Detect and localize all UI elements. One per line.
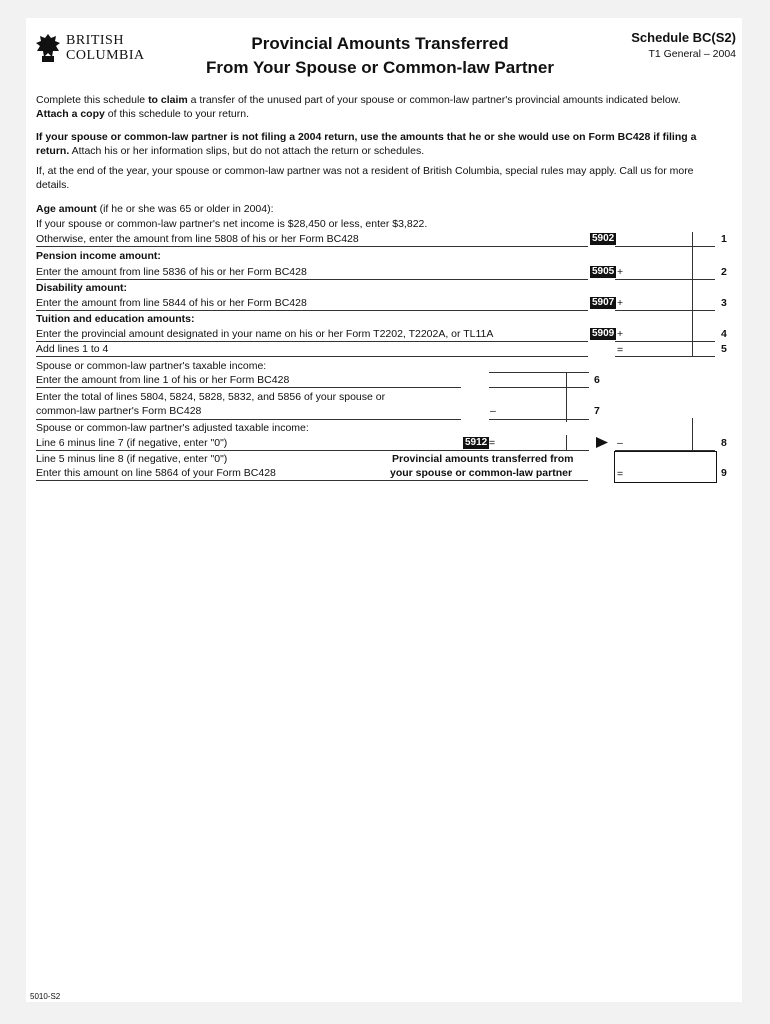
divider (36, 387, 461, 388)
amount-field-line-7[interactable] (489, 419, 589, 420)
form-number: 5010-S2 (30, 992, 61, 1001)
cents-divider (692, 310, 693, 341)
add-lines-label: Add lines 1 to 4 (36, 343, 109, 355)
line-code-5905: 5905 (592, 266, 615, 277)
spouse-income-heading: Spouse or common-law partner's taxable income: (36, 360, 267, 372)
schedule-label: Schedule BC(S2) (631, 30, 736, 45)
line9-result-label-2: your spouse or common-law partner (390, 467, 573, 479)
line-code-5912: 5912 (465, 437, 488, 448)
line9-instruction: Line 5 minus line 8 (if negative, enter "0") (36, 453, 228, 465)
line-number-2: 2 (721, 266, 727, 278)
spouse-income-instruction: Enter the amount from line 1 of his or her Form BC428 (36, 374, 290, 386)
intro-paragraph-2 (36, 130, 716, 158)
amount-field-line-8a[interactable] (489, 450, 589, 451)
line-number-7: 7 (594, 405, 600, 417)
cents-divider (566, 372, 567, 422)
page-title-line2: From Your Spouse or Common-law Partner (206, 58, 554, 77)
divider (36, 341, 588, 342)
amount-field-line-3[interactable] (615, 310, 715, 311)
cents-divider (692, 246, 693, 279)
equals-sign: = (489, 437, 496, 449)
plus-sign: + (617, 266, 624, 278)
divider (36, 310, 588, 311)
line-number-5: 5 (721, 343, 727, 355)
pension-heading: Pension income amount: (36, 250, 161, 262)
line-number-6: 6 (594, 374, 600, 386)
adjusted-income-instruction: Line 6 minus line 7 (if negative, enter "0") (36, 437, 228, 449)
line-number-3: 3 (721, 297, 727, 309)
divider (36, 246, 588, 247)
field-top-line (489, 372, 589, 373)
equals-sign: = (617, 468, 624, 480)
schedule-subtitle: T1 General – 2004 (648, 48, 736, 60)
intro-emphasis: If your spouse or common-law partner is not filing a 2004 return, use the amounts that he or she would use on Form BC428 if filing a return. (36, 131, 697, 157)
amount-field-line-1[interactable] (615, 246, 715, 247)
cents-divider (566, 435, 567, 450)
age-amount-note: (if he or she was 65 or older in 2004): (96, 203, 274, 215)
intro-paragraph-1 (36, 93, 716, 121)
page-title-line1: Provincial Amounts Transferred (251, 34, 509, 53)
cents-divider (692, 232, 693, 246)
age-amount-instruction: If your spouse or common-law partner's net income is $28,450 or less, enter $3,822. (36, 218, 428, 230)
disability-heading: Disability amount: (36, 282, 128, 294)
disability-instruction: Enter the amount from line 5844 of his or her Form BC428 (36, 297, 307, 309)
minus-sign: – (617, 437, 623, 449)
minus-sign: – (490, 405, 496, 417)
divider (36, 279, 588, 280)
cents-divider (692, 341, 693, 356)
tuition-heading: Tuition and education amounts: (36, 313, 195, 325)
cents-divider (692, 279, 693, 310)
line-number-8: 8 (721, 437, 727, 449)
intro-text: of this schedule to your return. (104, 108, 250, 120)
crest-icon (34, 32, 62, 64)
line9-instruction-2: Enter this amount on line 5864 of your Form BC428 (36, 467, 276, 479)
tuition-instruction: Enter the provincial amount designated in your name on his or her Form T2202, T2202A, or TL11A (36, 328, 494, 340)
age-amount-label: Age amount (36, 203, 97, 215)
amount-field-line-4[interactable] (615, 341, 715, 342)
line9-result-label: Provincial amounts transferred from (392, 453, 574, 465)
bc-logo (34, 32, 144, 68)
logo-line1: BRITISH (66, 33, 124, 48)
cents-divider (692, 418, 693, 450)
line-number-4: 4 (721, 328, 727, 340)
intro-emphasis: Attach a copy (36, 108, 105, 120)
total-lines-instruction: Enter the total of lines 5804, 5824, 5828, 5832, and 5856 of your spouse or (36, 391, 386, 403)
line-code-5907: 5907 (592, 297, 615, 308)
equals-sign: = (617, 344, 624, 356)
line-number-1: 1 (721, 233, 727, 245)
plus-sign: + (617, 328, 624, 340)
intro-text: Attach his or her information slips, but do not attach the return or schedules. (69, 145, 425, 157)
divider (36, 480, 588, 481)
pension-instruction: Enter the amount from line 5836 of his or her Form BC428 (36, 266, 307, 278)
line-code-5909: 5909 (592, 328, 615, 339)
total-lines-instruction-2: common-law partner's Form BC428 (36, 405, 202, 417)
amount-field-line-2[interactable] (615, 279, 715, 280)
amount-field-line-5[interactable] (615, 356, 715, 357)
line-number-9: 9 (721, 467, 727, 479)
intro-emphasis: to claim (148, 94, 188, 106)
adjusted-income-heading: Spouse or common-law partner's adjusted taxable income: (36, 422, 309, 434)
arrow-right-icon (596, 437, 608, 448)
amount-field-line-9[interactable] (614, 451, 717, 483)
intro-text: a transfer of the unused part of your spouse or common-law partner's provincial amounts indicated below. (187, 94, 681, 106)
divider (36, 356, 588, 357)
divider (36, 419, 461, 420)
age-amount-heading (36, 203, 274, 216)
intro-text: Complete this schedule (36, 94, 149, 106)
plus-sign: + (617, 297, 624, 309)
intro-paragraph-3: If, at the end of the year, your spouse or common-law partner was not a resident of British Columbia, special rules may apply. Call us for more details. (36, 165, 694, 191)
amount-field-line-6[interactable] (489, 387, 589, 388)
line-code-5902: 5902 (592, 233, 615, 244)
logo-line2: COLUMBIA (66, 48, 145, 63)
age-amount-instruction-2: Otherwise, enter the amount from line 5808 of his or her Form BC428 (36, 233, 359, 245)
